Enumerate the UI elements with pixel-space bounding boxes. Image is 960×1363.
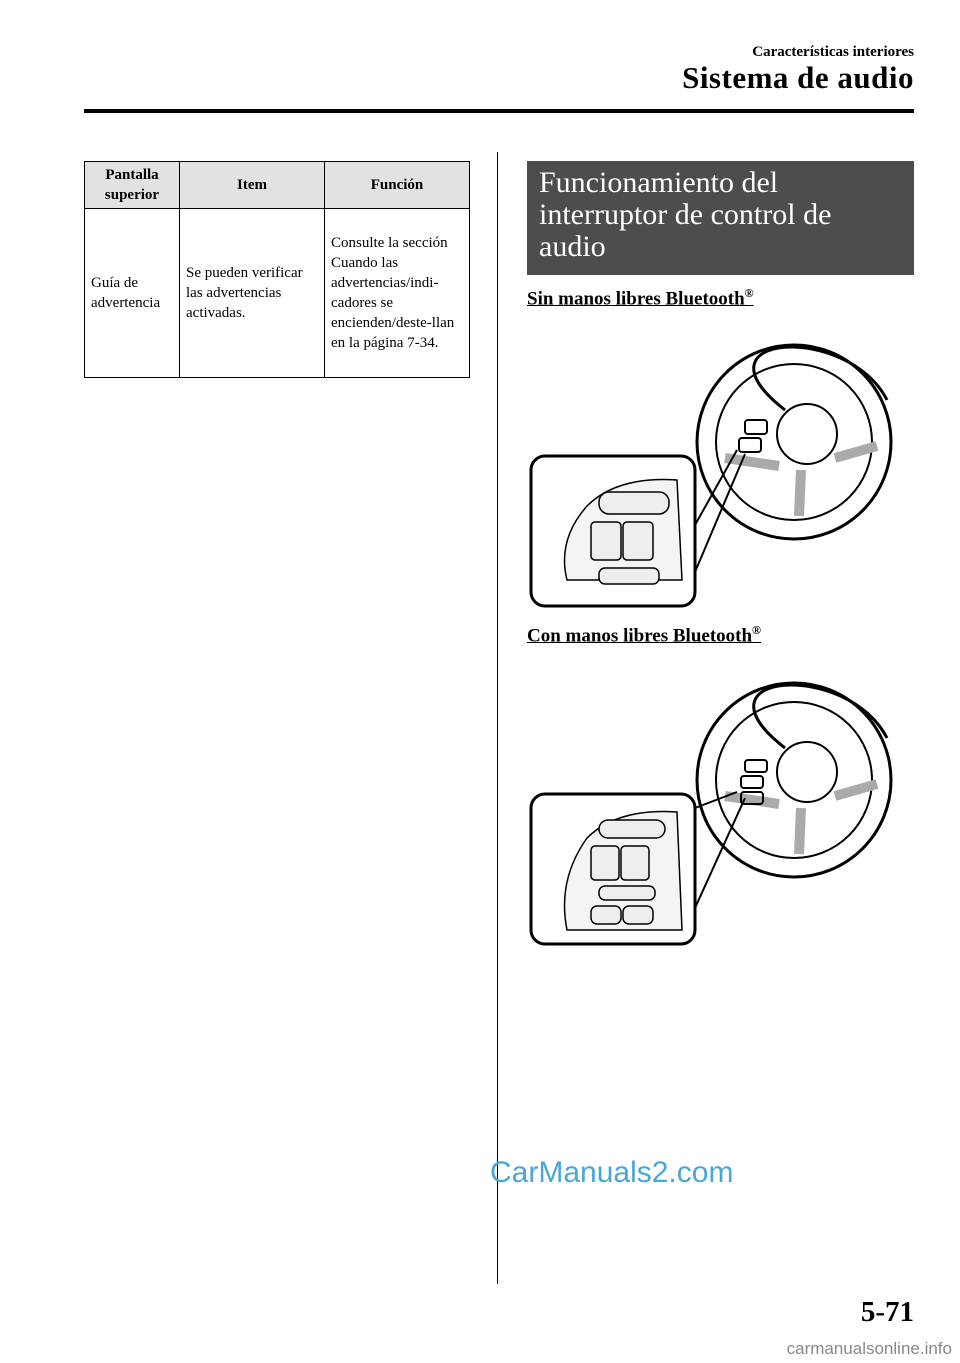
steering-wheel-image (697, 683, 891, 877)
table-cell: Consulte la sección Cuando las advertencias/indi-cadores se encienden/deste-llan en la página 7-34. (325, 209, 470, 378)
registered-mark: ® (752, 623, 762, 637)
footer-url: carmanualsonline.info (786, 1339, 952, 1358)
table-header-cell: Pantalla superior (85, 162, 180, 209)
page-number: 5-71 (860, 1296, 914, 1328)
header-section-label: Características interiores (752, 44, 914, 60)
warning-table (84, 161, 470, 378)
subsection-title: Con manos libres Bluetooth (527, 625, 753, 647)
table-cell: Guía de advertencia (85, 209, 180, 378)
table-header-cell: Item (180, 162, 325, 209)
header-rule (84, 109, 914, 113)
steering-wheel-image (697, 345, 891, 539)
table-header-row (85, 162, 470, 209)
subsection-heading-with-handsfree (527, 623, 761, 647)
steering-wheel-illustration-without-handsfree (527, 330, 917, 610)
subsection-title: Sin manos libres Bluetooth (527, 288, 745, 310)
subsection-heading-without-handsfree (527, 286, 754, 310)
table-cell: Se pueden verificar las advertencias activadas. (180, 209, 325, 378)
watermark-logo: CarManuals2.com (490, 1156, 734, 1189)
registered-mark: ® (744, 286, 754, 300)
table-row (85, 209, 470, 378)
section-heading: Funcionamiento del interruptor de control de audio (539, 166, 832, 263)
steering-wheel-illustration-with-handsfree (527, 668, 917, 948)
header-title: Sistema de audio (682, 60, 914, 95)
section-heading-box (527, 161, 914, 275)
table-header-cell: Función (325, 162, 470, 209)
column-divider (497, 152, 498, 1284)
